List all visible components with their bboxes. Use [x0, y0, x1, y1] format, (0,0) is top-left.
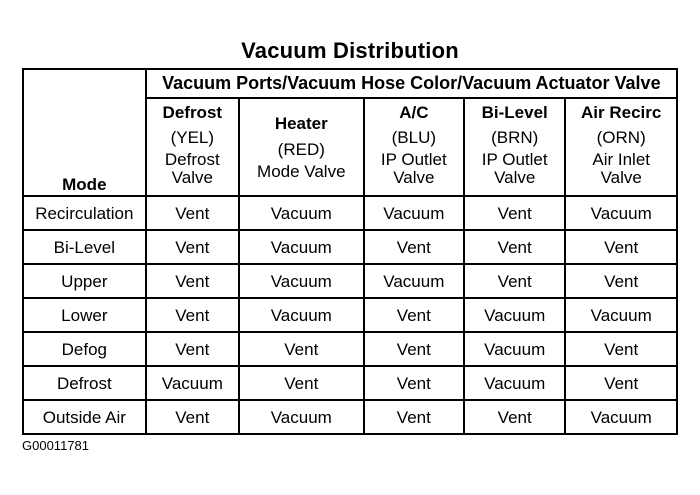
- table-row: [23, 196, 677, 230]
- value-cell: Vent: [146, 298, 239, 332]
- ports-group-header: Vacuum Ports/Vacuum Hose Color/Vacuum Actuator Valve: [146, 69, 677, 98]
- value-cell: Vent: [364, 400, 464, 434]
- value-cell: Vacuum: [239, 298, 364, 332]
- column-header-air-recirc: [565, 98, 677, 196]
- actuator-valve: Mode Valve: [257, 161, 346, 181]
- ports-header-row: [23, 69, 677, 98]
- actuator-valve: IP Outlet Valve: [380, 150, 447, 187]
- value-cell: Vent: [146, 196, 239, 230]
- value-cell: Vent: [464, 230, 565, 264]
- value-cell: Vacuum: [239, 196, 364, 230]
- mode-cell: Lower: [23, 298, 146, 332]
- value-cell: Vent: [565, 230, 677, 264]
- hose-color: (BRN): [491, 128, 539, 147]
- table-row: [23, 400, 677, 434]
- mode-column-header: Mode: [23, 69, 146, 196]
- table-row: [23, 264, 677, 298]
- value-cell: Vent: [565, 366, 677, 400]
- column-header-ac: [364, 98, 464, 196]
- table-row: [23, 332, 677, 366]
- value-cell: Vent: [464, 196, 565, 230]
- table-row: [23, 366, 677, 400]
- actuator-valve: IP Outlet Valve: [481, 150, 548, 187]
- value-cell: Vent: [239, 332, 364, 366]
- value-cell: Vent: [146, 332, 239, 366]
- value-cell: Vacuum: [364, 264, 464, 298]
- value-cell: Vacuum: [239, 264, 364, 298]
- value-cell: Vent: [364, 298, 464, 332]
- value-cell: Vacuum: [565, 196, 677, 230]
- value-cell: Vacuum: [565, 400, 677, 434]
- column-header-heater: [239, 98, 364, 196]
- actuator-valve: Air Inlet Valve: [592, 150, 651, 187]
- hose-color: (ORN): [596, 128, 646, 147]
- column-header-bilevel: [464, 98, 565, 196]
- mode-cell: Defog: [23, 332, 146, 366]
- page-title: Vacuum Distribution: [241, 38, 459, 63]
- vacuum-distribution-table: [22, 68, 678, 435]
- value-cell: Vent: [364, 230, 464, 264]
- column-header-defrost: [146, 98, 239, 196]
- value-cell: Vent: [364, 332, 464, 366]
- value-cell: Vacuum: [146, 366, 239, 400]
- column-name: Heater: [274, 113, 328, 133]
- mode-cell: Recirculation: [23, 196, 146, 230]
- figure-id: G00011781: [22, 438, 89, 453]
- column-name: A/C: [399, 103, 429, 122]
- mode-cell: Upper: [23, 264, 146, 298]
- value-cell: Vent: [239, 366, 364, 400]
- value-cell: Vent: [464, 400, 565, 434]
- hose-color: (YEL): [170, 128, 215, 147]
- actuator-valve: Defrost Valve: [164, 150, 220, 187]
- value-cell: Vent: [146, 230, 239, 264]
- value-cell: Vent: [146, 400, 239, 434]
- column-name: Defrost: [162, 103, 223, 122]
- mode-cell: Bi-Level: [23, 230, 146, 264]
- table-row: [23, 230, 677, 264]
- column-name: Air Recirc: [581, 103, 662, 122]
- value-cell: Vent: [146, 264, 239, 298]
- value-cell: Vacuum: [464, 298, 565, 332]
- value-cell: Vent: [565, 332, 677, 366]
- value-cell: Vacuum: [565, 298, 677, 332]
- value-cell: Vacuum: [464, 332, 565, 366]
- value-cell: Vacuum: [364, 196, 464, 230]
- value-cell: Vent: [464, 264, 565, 298]
- value-cell: Vacuum: [239, 400, 364, 434]
- value-cell: Vacuum: [239, 230, 364, 264]
- mode-cell: Outside Air: [23, 400, 146, 434]
- table-row: [23, 298, 677, 332]
- hose-color: (BLU): [391, 128, 437, 147]
- value-cell: Vent: [364, 366, 464, 400]
- hose-color: (RED): [277, 139, 325, 159]
- value-cell: Vacuum: [464, 366, 565, 400]
- column-name: Bi-Level: [481, 103, 548, 122]
- mode-cell: Defrost: [23, 366, 146, 400]
- value-cell: Vent: [565, 264, 677, 298]
